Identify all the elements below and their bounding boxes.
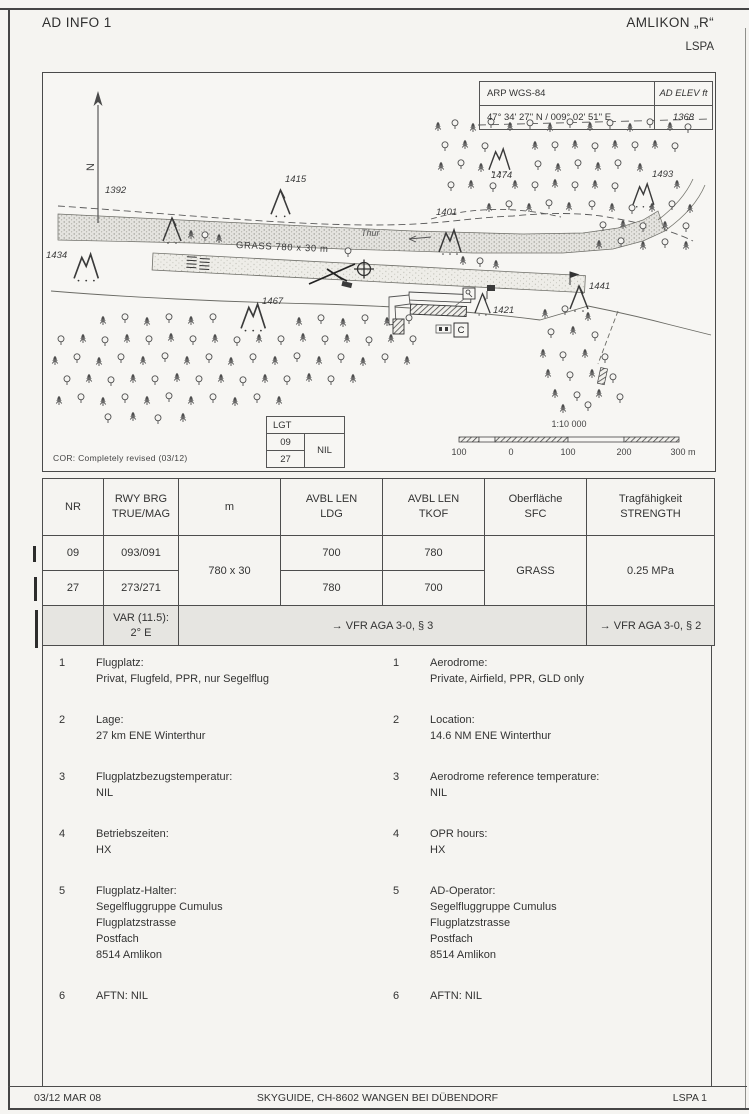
col-header-tkof: AVBL LEN TKOF (383, 479, 485, 536)
scale-tick-200: 200 (616, 447, 632, 457)
info-item-de-5: 5 Flugplatz-Halter: Segelfluggruppe Cumulus Flugplatzstrasse Postfach 8514 Amlikon (59, 885, 223, 961)
obstacle-label-1415: 1415 (285, 174, 307, 185)
embankment-mark (597, 368, 607, 385)
peak-1493 (633, 184, 654, 208)
info-item-de-4: 4 Betriebszeiten: HX (59, 828, 169, 856)
info-item-en-3: 3 Aerodrome reference temperature: NIL (393, 771, 600, 799)
small-building (393, 319, 404, 334)
obstacle-label-1401: 1401 (436, 207, 458, 218)
info-item-de-2: 2 Lage: 27 km ENE Winterthur (59, 714, 206, 742)
arp-coordinates: 47° 34' 27'' N / 009° 02' 51'' E (480, 106, 655, 129)
rwy27-nr: 27 (43, 571, 104, 606)
runway-dimension-label: GRASS 780 x 30 m (235, 239, 329, 256)
obstacle-label-1493: 1493 (652, 169, 674, 180)
icao-code: LSPA (685, 41, 714, 53)
footer-date: 03/12 MAR 08 (34, 1092, 102, 1104)
doc-title: AD INFO 1 (42, 15, 112, 30)
page-right-edge (745, 28, 746, 1108)
col-header-sfc: Oberfläche SFC (485, 479, 587, 536)
info-item-en-2: 2 Location: 14.6 NM ENE Winterthur (393, 714, 552, 742)
lgt-rwy-27: 27 (267, 450, 304, 467)
scale-tick-100l: 100 (451, 447, 467, 457)
marker-board (436, 325, 451, 333)
peak-1467 (241, 304, 265, 331)
info-item-de-1: 1 Flugplatz: Privat, Flugfeld, PPR, nur Segelflug (59, 657, 270, 685)
north-arrow (94, 91, 103, 223)
elev-header: AD ELEV ft (659, 88, 708, 99)
rwy-strength: 0.25 MPa (587, 536, 715, 606)
table-row-var (43, 606, 715, 646)
rwy09-ldg: 700 (281, 536, 383, 571)
col-header-ldg: AVBL LEN LDG (281, 479, 383, 536)
rwy-surface: GRASS (485, 536, 587, 606)
info-item-de-3: 3 Flugplatzbezugstemperatur: NIL (59, 771, 233, 799)
rwy09-nr: 09 (43, 536, 104, 571)
lgt-rwy-09: 09 (280, 436, 291, 448)
hangar-building (410, 304, 466, 316)
aerodrome-chart (42, 72, 716, 472)
lift-marker (487, 285, 495, 299)
col-header-nr: NR (43, 479, 104, 536)
rwy09-tkof: 780 (383, 536, 485, 571)
col-header-brg: RWY BRG TRUE/MAG (104, 479, 179, 536)
rwy27-tkof: 700 (383, 571, 485, 606)
footer-publisher: SKYGUIDE, CH-8602 WANGEN BEI DÜBENDORF (256, 1092, 499, 1104)
info-column-en (377, 655, 711, 1086)
table-row-rwy09 (43, 536, 715, 571)
scale-ratio: 1:10 000 (551, 419, 587, 429)
winch-icon (341, 281, 352, 288)
correction-note: COR: Completely revised (03/12) (53, 453, 188, 463)
info-item-en-4: 4 OPR hours: HX (393, 828, 488, 856)
rwy27-ldg: 780 (281, 571, 383, 606)
obstacle-label-1467: 1467 (262, 296, 284, 307)
peak-1421 (475, 294, 490, 316)
info-item-en-5: 5 AD-Operator: Segelfluggruppe Cumulus Flugplatzstrasse Postfach 8514 Amlikon (393, 885, 557, 961)
lgt-title: LGT (267, 417, 344, 434)
aerodrome-name: AMLIKON „R“ (626, 15, 714, 30)
col-header-m: m (179, 479, 281, 536)
info-item-en-1: 1 Aerodrome: Private, Airfield, PPR, GLD only (393, 657, 585, 685)
rwy27-brg: 273/271 (104, 571, 179, 606)
chart-graphics (43, 73, 715, 471)
page-footer (8, 1086, 747, 1109)
obstacle-label-1392: 1392 (105, 185, 127, 196)
elev-value: 1368 (672, 112, 695, 123)
obstacle-label-1421: 1421 (493, 305, 515, 316)
obstacle-label-1441: 1441 (589, 281, 611, 292)
signal-area-letter: C (457, 324, 465, 336)
change-bar-1 (33, 546, 36, 562)
obstacle-label-1474: 1474 (491, 170, 513, 181)
info-column-de (43, 655, 377, 1086)
scale-tick-0: 0 (508, 447, 514, 457)
variation-cell: VAR (11.5): 2° E (104, 606, 179, 646)
info-section (42, 645, 712, 1086)
arp-header: ARP WGS-84 (480, 82, 655, 105)
arp-info-table (479, 81, 713, 130)
rwy-dimensions: 780 x 30 (179, 536, 281, 606)
peak-1474 (489, 149, 510, 173)
scale-tick-100r: 100 (560, 447, 576, 457)
info-item-en-6: 6 AFTN: NIL (393, 990, 482, 1002)
peak-1434 (74, 254, 98, 281)
scale-tick-300: 300 m (670, 447, 696, 457)
change-bar-2 (34, 577, 37, 601)
north-label: N (84, 163, 97, 171)
vfr-ref-right: → VFR AGA 3-0, § 2 (587, 606, 715, 646)
lighting-table (266, 416, 345, 468)
vfr-ref-mid: → VFR AGA 3-0, § 3 (179, 606, 587, 646)
info-item-de-6: 6 AFTN: NIL (59, 990, 148, 1002)
river-label: Thur (361, 228, 380, 238)
runway-data-table (42, 478, 715, 646)
change-bar-3 (35, 610, 38, 648)
obstacle-label-1434: 1434 (46, 250, 68, 261)
peak-1415 (271, 190, 290, 217)
footer-page-ref: LSPA 1 (672, 1092, 707, 1104)
page-left-edge (8, 8, 10, 1110)
rwy09-brg: 093/091 (104, 536, 179, 571)
col-header-strength: Tragfähigkeit STRENGTH (587, 479, 715, 536)
page-top-edge (0, 8, 749, 10)
lgt-value: NIL (317, 445, 332, 456)
scale-bar (459, 437, 679, 442)
